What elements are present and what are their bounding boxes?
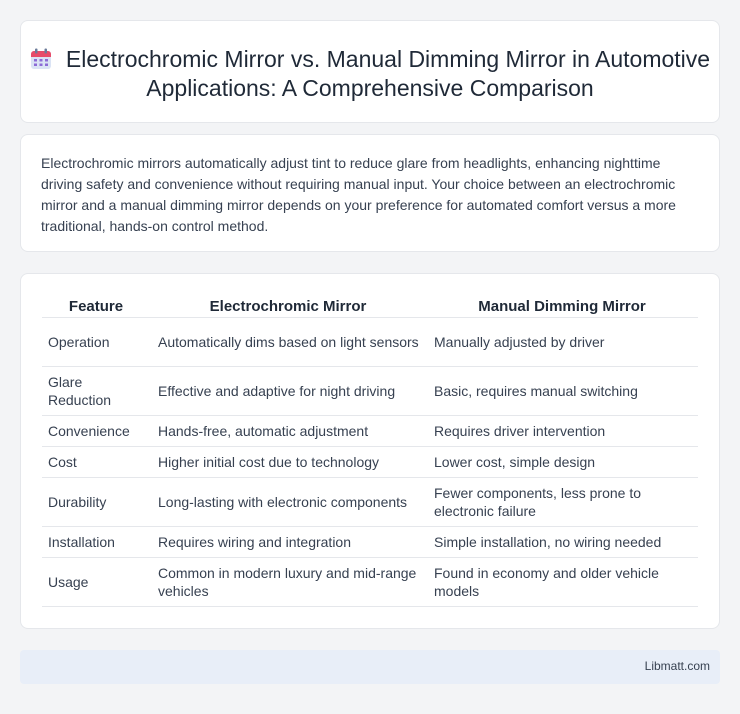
cell-electrochromic: Automatically dims based on light sensors [150, 318, 426, 367]
footer [20, 650, 720, 684]
cell-manual: Manually adjusted by driver [426, 318, 698, 367]
header-feature: Feature [42, 295, 150, 318]
title-text: Electrochromic Mirror vs. Manual Dimming Mirror in Automotive Applications: A Comprehensive Comparison [65, 46, 711, 101]
cell-electrochromic: Requires wiring and integration [150, 527, 426, 558]
title-card [20, 20, 720, 123]
cell-feature: Operation [42, 318, 150, 367]
comparison-table [42, 295, 698, 607]
cell-electrochromic: Common in modern luxury and mid-range vehicles [150, 558, 426, 607]
cell-feature: Installation [42, 527, 150, 558]
table-header-row [42, 295, 698, 318]
table-row [42, 447, 698, 478]
page-title [21, 45, 719, 103]
table-row [42, 478, 698, 527]
header-manual: Manual Dimming Mirror [426, 295, 698, 318]
cell-feature: Glare Reduction [42, 367, 150, 416]
cell-electrochromic: Effective and adaptive for night driving [150, 367, 426, 416]
table-row [42, 527, 698, 558]
cell-feature: Cost [42, 447, 150, 478]
cell-electrochromic: Higher initial cost due to technology [150, 447, 426, 478]
cell-manual: Found in economy and older vehicle models [426, 558, 698, 607]
cell-manual: Requires driver intervention [426, 416, 698, 447]
calendar-icon [30, 48, 52, 70]
cell-electrochromic: Hands-free, automatic adjustment [150, 416, 426, 447]
header-electrochromic: Electrochromic Mirror [150, 295, 426, 318]
table-row [42, 558, 698, 607]
cell-electrochromic: Long-lasting with electronic components [150, 478, 426, 527]
cell-manual: Lower cost, simple design [426, 447, 698, 478]
cell-feature: Convenience [42, 416, 150, 447]
table-row [42, 367, 698, 416]
cell-manual: Simple installation, no wiring needed [426, 527, 698, 558]
intro-card [20, 134, 720, 252]
table-row [42, 318, 698, 367]
cell-feature: Usage [42, 558, 150, 607]
table-row [42, 416, 698, 447]
cell-manual: Fewer components, less prone to electronic failure [426, 478, 698, 527]
cell-feature: Durability [42, 478, 150, 527]
intro-paragraph: Electrochromic mirrors automatically adjust tint to reduce glare from headlights, enhancing nighttime driving safety and convenience without requiring manual input. Your choice between an electrochromic mirror and a manual dimming mirror depends on your preference for automated comfort versus a more traditional, hands-on control method. [41, 155, 676, 234]
comparison-card [20, 273, 720, 629]
footer-site-link[interactable]: Libmatt.com [644, 659, 710, 673]
cell-manual: Basic, requires manual switching [426, 367, 698, 416]
